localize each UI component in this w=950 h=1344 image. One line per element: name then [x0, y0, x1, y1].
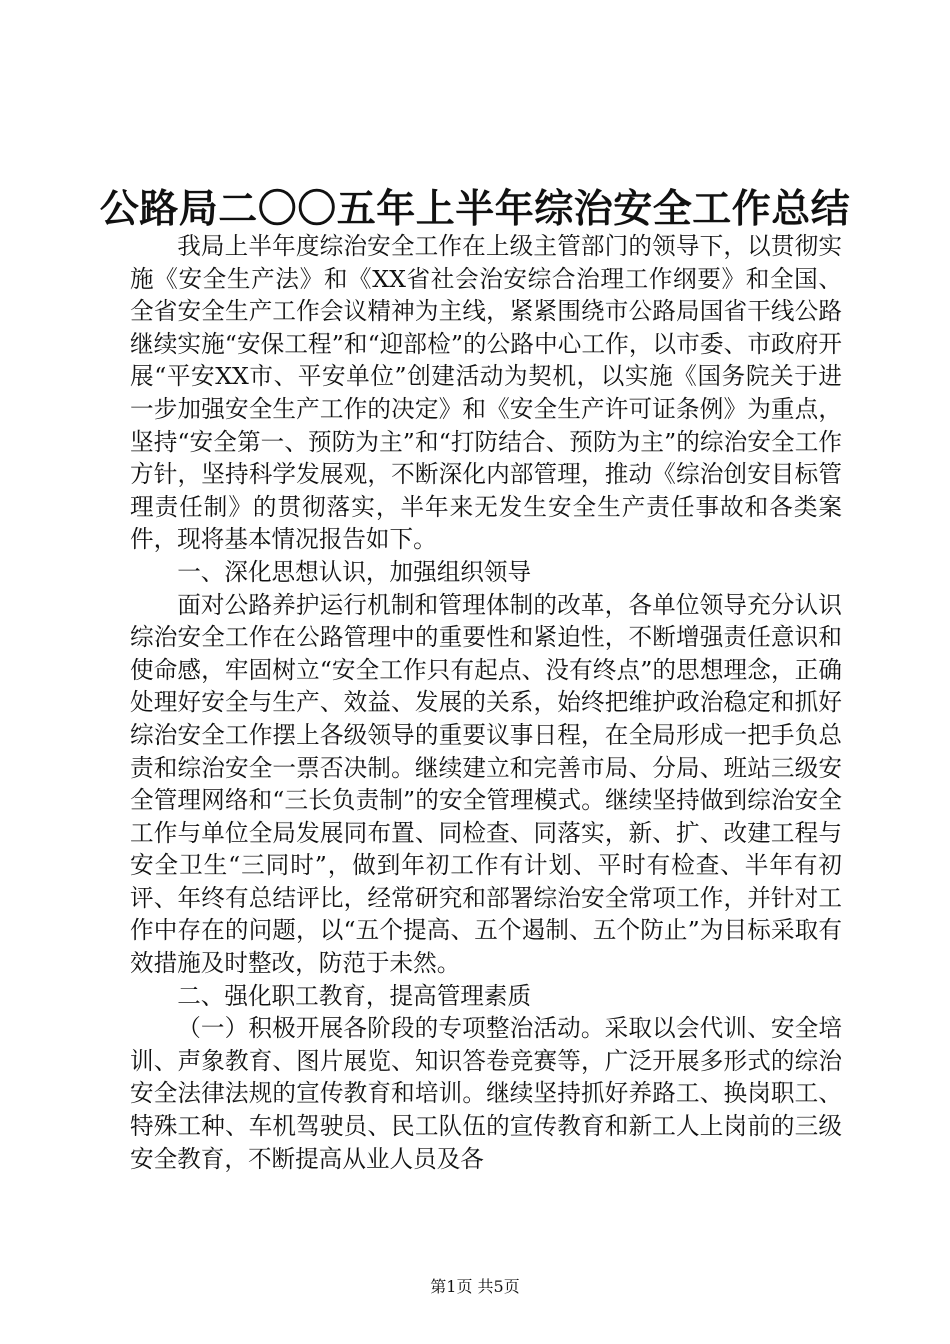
intro-paragraph: 我局上半年度综治安全工作在上级主管部门的领导下，以贯彻实施《安全生产法》和《XX省社会治安综合治理工作纲要》和全国、全省安全生产工作会议精神为主线，紧紧围绕市公路局国省干线公路继续实施“安保工程”和“迎部检”的公路中心工作，以市委、市政府开展“平安XX市、平安单位”创建活动为契机，以实施《国务院关于进一步加强安全生产工作的决定》和《安全生产许可证条例》为重点，坚持“安全第一、预防为主”和“打防结合、预防为主”的综治安全工作方针，坚持科学发展观，不断深化内部管理，推动《综治创安目标管理责任制》的贯彻落实，半年来无发生安全生产责任事故和各类案件，现将基本情况报告如下。	[130, 232, 842, 554]
section-2-paragraph: （一）积极开展各阶段的专项整治活动。采取以会代训、安全培训、声象教育、图片展览、知识答卷竞赛等，广泛开展多形式的综治安全法律法规的宣传教育和培训。继续坚持抓好养路工、换岗职工、特殊工种、车机驾驶员、民工队伍的宣传教育和新工人上岗前的三级安全教育，不断提高从业人员及各	[130, 1014, 842, 1173]
page-footer: 第1页 共5页	[430, 1277, 520, 1296]
document-body	[130, 230, 842, 1175]
section-heading-2: 二、强化职工教育，提高管理素质	[177, 981, 532, 1010]
section-heading-1: 一、深化思想认识，加强组织领导	[177, 557, 532, 586]
section-1-paragraph: 面对公路养护运行机制和管理体制的改革，各单位领导充分认识综治安全工作在公路管理中的重要性和紧迫性，不断增强责任意识和使命感，牢固树立“安全工作只有起点、没有终点”的思想理念，正确处理好安全与生产、效益、发展的关系，始终把维护政治稳定和抓好综治安全工作摆上各级领导的重要议事日程，在全局形成一把手负总责和综治安全一票否决制。继续建立和完善市局、分局、班站三级安全管理网络和“三长负责制”的安全管理模式。继续坚持做到综治安全工作与单位全局发展同布置、同检查、同落实，新、扩、改建工程与安全卫生“三同时”，做到年初工作有计划、平时有检查、半年有初评、年终有总结评比，经常研究和部署综治安全常项工作，并针对工作中存在的问题，以“五个提高、五个遏制、五个防止”为目标采取有效措施及时整改，防范于未然。	[130, 590, 842, 978]
document-title: 公路局二〇〇五年上半年综治安全工作总结	[99, 186, 851, 232]
